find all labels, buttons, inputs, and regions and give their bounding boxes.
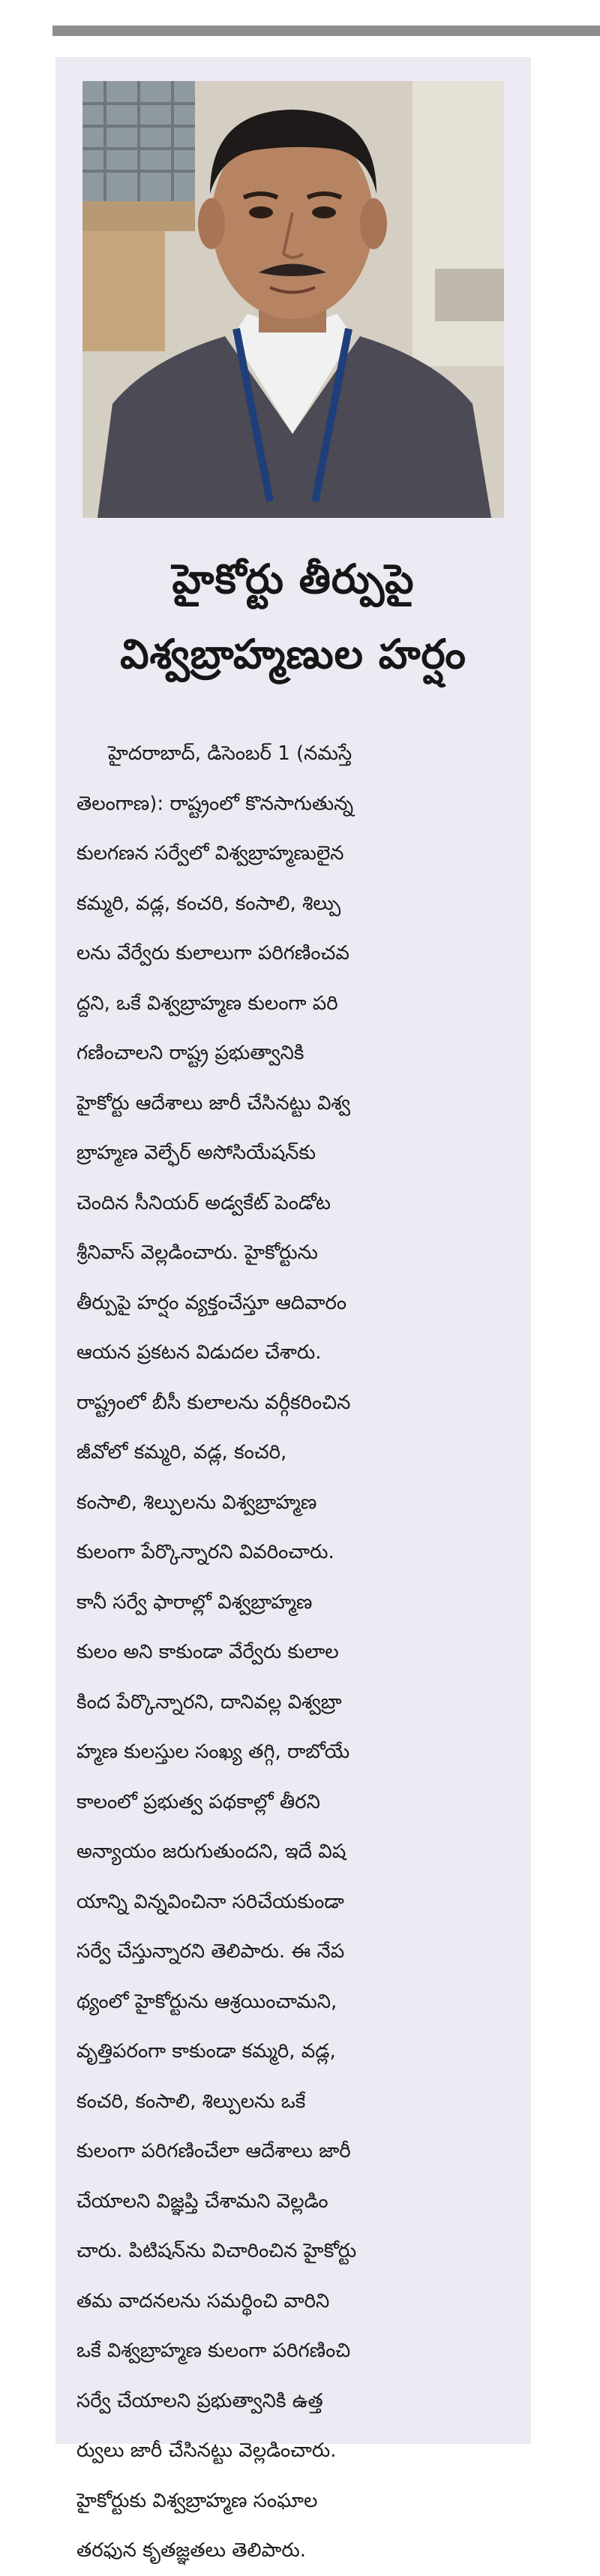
article-line: హైకోర్టుకు విశ్వబ్రాహ్మణ సంఘాల [76,2489,318,2512]
article-line: సర్వే చేయాలని ప్రభుత్వానికి ఉత్త [76,2389,323,2412]
article-line: కాలంలో ప్రభుత్వ పథకాల్లో తీరని [76,1790,320,1813]
article-line: కంచరి, కంసాలి, శిల్పులను ఒకే [76,2090,306,2113]
portrait-illustration [82,81,504,518]
article-line: అన్యాయం జరుగుతుందని, ఇదే విష [76,1840,346,1863]
article-line: శ్రీనివాస్ వెల్లడించారు. హైకోర్టును [76,1241,318,1264]
article-line: ద్దని, ఒకే విశ్వబ్రాహ్మణ కులంగా పరి [76,992,338,1015]
article-line: తెలంగాణ): రాష్ట్రంలో కొనసాగుతున్న [76,792,354,815]
top-rule [52,26,600,36]
article-line: తమ వాదనలను సమర్థించి వారిని [76,2289,330,2313]
article-line: చారు. పిటిషన్‌ను విచారించిన హైకోర్టు [76,2240,357,2262]
headline-line-1: హైకోర్టు తీర్పుపై [172,555,415,603]
article-line: కులగణన సర్వేలో విశ్వబ్రాహ్మణులైన [76,842,344,865]
article-line: తీర్పుపై హర్షం వ్యక్తంచేస్తూ ఆదివారం [76,1291,347,1314]
portrait-photo [82,81,504,518]
article-line: ఒకే విశ్వబ్రాహ్మణ కులంగా పరిగణించి [76,2340,351,2362]
article-line: కానీ సర్వే ఫారాల్లో విశ్వబ్రాహ్మణ [76,1590,313,1614]
article-line: చేయాలని విజ్ఞప్తి చేశామని వెల్లడిం [76,2189,328,2213]
news-clipping [56,57,531,2562]
article-line: కులంగా పరిగణించేలా ఆదేశాలు జారీ [76,2140,351,2162]
article-line: తరఫున కృతజ్ఞతలు తెలిపారు. [76,2539,307,2562]
article-line: లను వేర్వేరు కులాలుగా పరిగణించవ [76,942,350,964]
article-line: కమ్మరి, వడ్ల, కంచరి, కంసాలి, శిల్పు [76,892,341,915]
article-line: సర్వే చేస్తున్నారని తెలిపారు. ఈ నేప [76,1940,345,1963]
article-line: థ్యంలో హైకోర్టును ఆశ్రయించామని, [76,1990,338,2013]
article-line: గణించాలని రాష్ట్ర ప్రభుత్వానికి [76,1042,304,1064]
article-line: ఆయన ప్రకటన విడుదల చేశారు. [76,1341,322,1364]
article-line: ర్వులు జారీ చేసినట్టు వెల్లడించారు. [76,2439,337,2462]
article-line: హైదరాబాద్, డిసెంబర్ 1 (నమస్తే [108,742,352,765]
article-line: హ్మణ కులస్తుల సంఖ్య తగ్గి, రాబోయే [76,1741,350,1763]
article-line: రాష్ట్రంలో బీసీ కులాలను వర్గీకరించిన [76,1391,351,1414]
article-line: జీవోలో కమ్మరి, వడ్ల, కంచరి, [76,1441,287,1464]
article-body [76,729,506,2576]
headline-line-2: విశ్వబ్రాహ్మణుల హర్షం [120,630,466,678]
article-line: కులం అని కాకుండా వేర్వేరు కులాల [76,1641,339,1663]
article-line: కంసాలి, శిల్పులను విశ్వబ్రాహ్మణ [76,1491,317,1514]
article-line: చెందిన సీనియర్ అడ్వకేట్ పెండోట [76,1191,331,1214]
article-line: కింద పేర్కొన్నారని, దానివల్ల విశ్వబ్రా [76,1690,342,1714]
article-line: యాన్ని విన్నవించినా సరిచేయకుండా [76,1890,344,1913]
article-line: కులంగా పేర్కొన్నారని వివరించారు. [76,1541,334,1563]
article-line: హైకోర్టు ఆదేశాలు జారీ చేసినట్టు విశ్వ [76,1091,351,1115]
article-line: వృత్తిపరంగా కాకుండా కమ్మరి, వడ్ల, [76,2040,336,2063]
article-line: బ్రాహ్మణ వెల్ఫేర్ అసోసియేషన్‌కు [76,1142,316,1164]
